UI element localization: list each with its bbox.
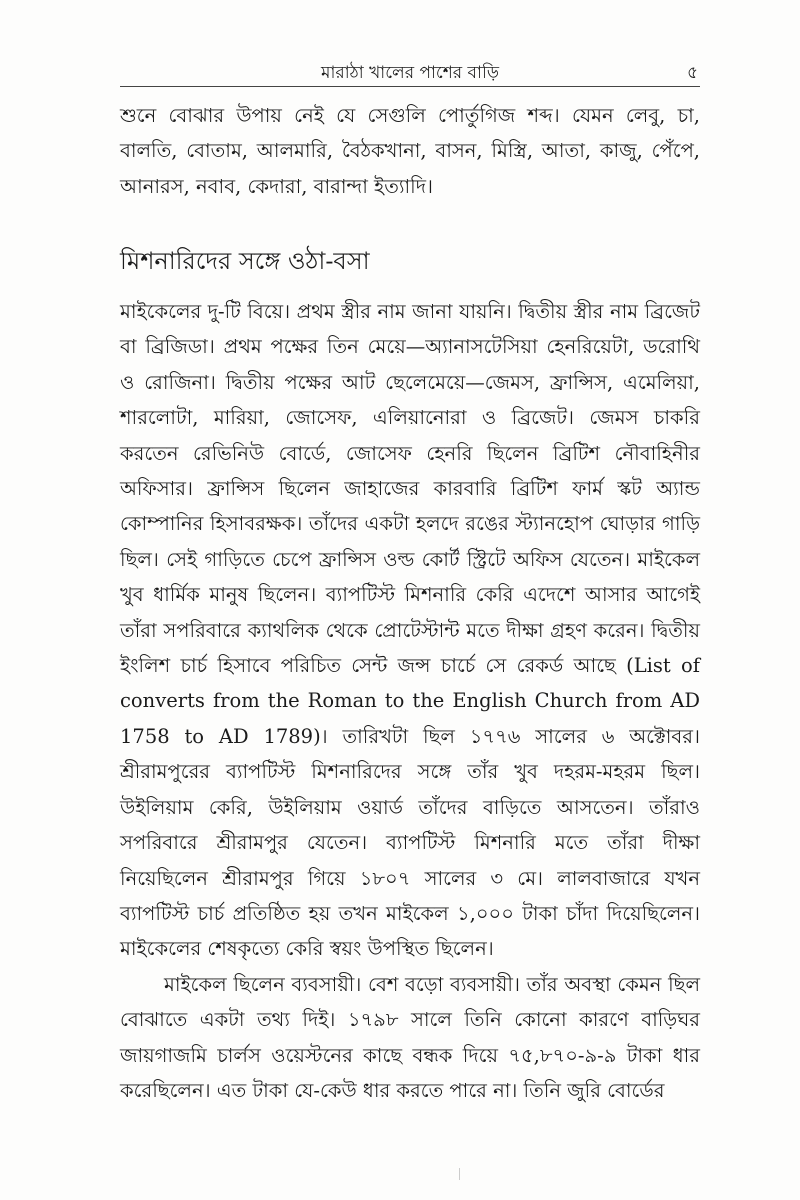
scan-mark bbox=[459, 1168, 460, 1180]
paragraph-2: মাইকেল ছিলেন ব্যবসায়ী। বেশ বড়ো ব্যবসায়ী। তাঁর অবস্থা কেমন ছিল বোঝাতে একটা তথ্য দিই। ১৭৯৮ সালে তিনি কোনো কারণে বাড়িঘর জায়গাজমি চার্লস ওয়েস্টনের কাছে বন্ধক দিয়ে ৭৫,৮৭০-৯-৯ টাকা ধার করেছিলেন। এত টাকা যে-কেউ ধার করতে পারে না। তিনি জুরি বোর্ডের bbox=[120, 972, 700, 1102]
intro-paragraph: শুনে বোঝার উপায় নেই যে সেগুলি পোর্তুগিজ শব্দ। যেমন লেবু, চা, বালতি, বোতাম, আলমারি, বৈঠকখানা, বাসন, মিস্ত্রি, আতা, কাজু, পেঁপে, আনারস, নবাব, কেদারা, বারান্দা ইত্যাদি। bbox=[120, 104, 700, 198]
running-header bbox=[120, 58, 700, 87]
running-title: মারাঠা খালের পাশের বাড়ি bbox=[321, 63, 499, 83]
intro-text-block bbox=[120, 98, 700, 204]
paragraph-1: মাইকেলের দু-টি বিয়ে। প্রথম স্ত্রীর নাম জানা যায়নি। দ্বিতীয় স্ত্রীর নাম ব্রিজেট বা ব্রিজিডা। প্রথম পক্ষের তিন মেয়ে—অ্যানাসটেসিয়া হেনরিয়েটা, ডরোথি ও রোজিনা। দ্বিতীয় পক্ষের আট ছেলেমেয়ে—জেমস, ফ্রান্সিস, এমেলিয়া, শারলোটা, মারিয়া, জোসেফ, এলিয়ানোরা ও ব্রিজেট। জেমস চাকরি করতেন রেভিনিউ বোর্ডে, জোসেফ হেনরি ছিলেন ব্রিটিশ নৌবাহিনীর অফিসার। ফ্রান্সিস ছিলেন জাহাজের কারবারি ব্রিটিশ ফার্ম স্কট অ্যান্ড কোম্পানির হিসাবরক্ষক। তাঁদের একটা হলদে রঙের স্ট্যানহোপ ঘোড়ার গাড়ি ছিল। সেই গাড়িতে চেপে ফ্রান্সিস ওল্ড কোর্ট স্ট্রিটে অফিস যেতেন। মাইকেল খুব ধার্মিক মানুষ ছিলেন। ব্যাপটিস্ট মিশনারি কেরি এদেশে আসার আগেই তাঁরা সপরিবারে ক্যাথলিক থেকে প্রোটেস্টান্ট মতে দীক্ষা গ্রহণ করেন। দ্বিতীয় ইংলিশ চার্চ হিসাবে পরিচিত সেন্ট জন্স চার্চে সে রেকর্ড আছে (List of converts from the Roman to the English Church from AD 1758 to AD 1789)। তারিখটা ছিল ১৭৭৬ সালের ৬ অক্টোবর। শ্রীরামপুরের ব্যাপটিস্ট মিশনারিদের সঙ্গে তাঁর খুব দহরম-মহরম ছিল। উইলিয়াম কেরি, উইলিয়াম ওয়ার্ড তাঁদের বাড়িতে আসতেন। তাঁরাও সপরিবারে শ্রীরামপুর যেতেন। ব্যাপটিস্ট মিশনারি মতে তাঁরা দীক্ষা নিয়েছিলেন শ্রীরামপুর গিয়ে ১৮০৭ সালের ৩ মে। লালবাজারে যখন ব্যাপটিস্ট চার্চ প্রতিষ্ঠিত হয় তখন মাইকেল ১,০০০ টাকা চাঁদা দিয়েছিলেন। মাইকেলের শেষকৃত্যে কেরি স্বয়ং উপস্থিত ছিলেন। bbox=[120, 300, 700, 961]
page-number: ৫ bbox=[686, 63, 698, 83]
section-body bbox=[120, 294, 700, 1108]
section-heading: মিশনারিদের সঙ্গে ওঠা-বসা bbox=[120, 247, 370, 275]
